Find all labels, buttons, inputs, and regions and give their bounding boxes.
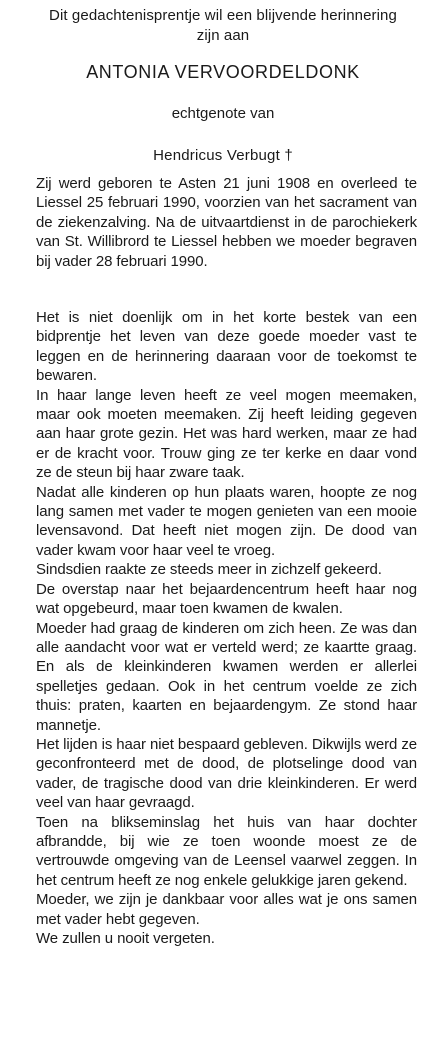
- biography-section: [36, 174, 417, 271]
- spouse-label: echtgenote van: [171, 105, 275, 122]
- remembrance-paragraph: De overstap naar het bejaardencentrum heeft haar nog wat opgebeurd, maar toen kwamen de kwalen.: [36, 580, 417, 618]
- biography-paragraph: Zij werd geboren te Asten 21 juni 1908 en overleed te Liessel 25 februari 1990, voorzien van het sacrament van de ziekenzalving. Na de uitvaartdienst in de parochiekerk van St. Willibrord te Liessel hebben we moeder begraven bij vader 28 februari 1990.: [36, 175, 417, 270]
- remembrance-paragraph: Sindsdien raakte ze steeds meer in zichzelf gekeerd.: [36, 561, 382, 579]
- closing-line: We zullen u nooit vergeten.: [36, 930, 215, 947]
- deceased-name: ANTONIA VERVOORDELDONK: [86, 62, 360, 82]
- remembrance-paragraph: Het is niet doenlijk om in het korte bestek van een bidprentje het leven van deze goede moeder vast te leggen en de herinnering daaraan voor de toekomst te bewaren.: [36, 309, 417, 385]
- intro-text: Dit gedachtenisprentje wil een blijvende herinnering zijn aan: [49, 7, 397, 44]
- remembrance-section: [36, 308, 417, 948]
- remembrance-paragraph: Het lijden is haar niet bespaard gebleven. Dikwijls werd ze geconfronteerd met de dood, de plotselinge dood van vader, de tragische dood van drie kleinkinderen. Er werd veel van haar gevraagd.: [36, 735, 417, 812]
- remembrance-paragraph: Moeder had graag de kinderen om zich heen. Ze was dan alle aandacht voor wat er verteld werd; ze kaartte graag. En als de kleinkinderen kwamen werden er allerlei spelletjes gedaan. Ook in het centrum voelde ze zich thuis: praten, kaarten en bejaardengym. Ze stond haar mannetje.: [36, 619, 417, 734]
- remembrance-paragraph: Toen na blikseminslag het huis van haar dochter afbrandde, bij wie ze toen woonde moest ze de vertrouwde omgeving van de Leensel vaarwel zeggen. In het centrum heeft ze nog enkele gelukkige jaren gekend.: [36, 813, 417, 889]
- remembrance-paragraph: In haar lange leven heeft ze veel mogen meemaken, maar ook moeten meemaken. Zij heeft leiding gegeven aan haar grote gezin. Het was hard werken, maar ze had er de kracht voor. Trouw ging ze ter kerke en daar vond ze de steun bij haar zware taak.: [36, 386, 417, 482]
- remembrance-paragraph: Nadat alle kinderen op hun plaats waren, hoopte ze nog lang samen met vader te mogen genieten van een mooie levensavond. Dat heeft niet mogen zijn. De dood van vader kwam voor haar veel te vroeg.: [36, 483, 417, 559]
- remembrance-paragraph: Moeder, we zijn je dankbaar voor alles wat je ons samen met vader hebt gegeven.: [36, 891, 417, 928]
- husband-name: Hendricus Verbugt †: [153, 147, 293, 164]
